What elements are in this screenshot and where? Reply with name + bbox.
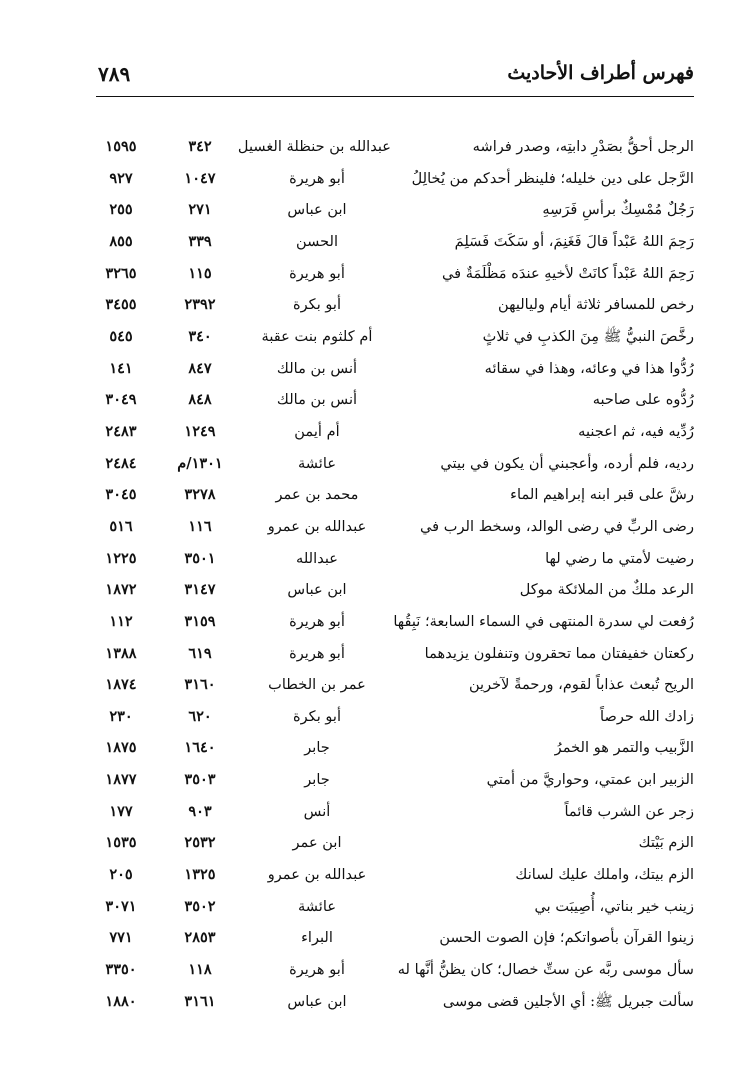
index-row xyxy=(0,448,756,480)
narrator-name: عبدالله بن عمرو xyxy=(267,517,367,535)
hadith-number: ٣٠٤٥ xyxy=(105,486,137,504)
narrator-name: أبو بكرة xyxy=(292,707,342,725)
index-row xyxy=(0,226,756,258)
reference-number: ١٣٠١/م xyxy=(177,454,223,472)
hadith-text: رَجُلٌ مُمْسِكٌ برأسِ فَرَسِهِ xyxy=(542,201,694,219)
reference-number: ٨٤٨ xyxy=(188,391,212,409)
hadith-text: الزم بيتك، واملك عليك لسانك xyxy=(515,866,694,884)
narrator-name: أم كلثوم بنت عقبة xyxy=(261,327,373,345)
index-row xyxy=(0,163,756,195)
hadith-number: ٣٠٧١ xyxy=(105,897,137,915)
header-divider xyxy=(96,96,694,97)
narrator-name: جابر xyxy=(304,771,330,789)
index-row xyxy=(0,511,756,543)
hadith-number: ٢٠٥ xyxy=(109,866,133,884)
index-row xyxy=(0,416,756,448)
index-row xyxy=(0,827,756,859)
hadith-number: ٢٣٠ xyxy=(109,707,133,725)
index-row xyxy=(0,796,756,828)
hadith-text: زادك الله حرصاً xyxy=(600,707,694,725)
hadith-text: رُدُّوا هذا في وعائه، وهذا في سقائه xyxy=(484,359,694,377)
narrator-name: أبو بكرة xyxy=(292,296,342,314)
hadith-text: رخَّصَ النبيُّ ﷺ مِنَ الكذبِ في ثلاثٍ xyxy=(482,327,694,345)
narrator-name: جابر xyxy=(304,739,330,757)
hadith-number: ١٨٨٠ xyxy=(105,992,137,1010)
index-row xyxy=(0,732,756,764)
hadith-number: ٣٣٥٠ xyxy=(105,961,137,979)
reference-number: ٣٤٢ xyxy=(188,138,212,155)
hadith-text: رُدُّوه على صاحبه xyxy=(592,391,694,409)
index-row xyxy=(0,954,756,986)
reference-number: ٣٢٧٨ xyxy=(184,486,216,504)
hadith-text: الريح تُبعث عذاباً لقوم، ورحمةً لآخرين xyxy=(468,676,694,694)
page-number: ٧٨٩ xyxy=(98,62,131,86)
index-row xyxy=(0,986,756,1018)
narrator-name: عائشة xyxy=(297,897,337,915)
hadith-number: ١٨٧٢ xyxy=(105,581,137,599)
index-row xyxy=(0,638,756,670)
hadith-text: سأل موسى ربَّه عن ستِّ خصال؛ كان يظنُّ أنَّها له xyxy=(397,961,694,979)
narrator-name: ابن عباس xyxy=(287,581,347,599)
narrator-name: الحسن xyxy=(295,232,339,250)
hadith-text: رضيت لأمتي ما رضي لها xyxy=(545,549,694,567)
hadith-text: سألت جبريل ﷺ: أي الأجلين قضى موسى xyxy=(442,992,694,1010)
reference-number: ٣٤٠ xyxy=(188,327,212,345)
hadith-text: الزبير ابن عمتي، وحواريَّ من أمتي xyxy=(486,771,694,789)
hadith-text: الزَّبيب والتمر هو الخمرُ xyxy=(554,739,694,757)
reference-number: ٢٣٩٢ xyxy=(184,296,216,314)
index-row xyxy=(0,606,756,638)
hadith-number: ١٨٧٥ xyxy=(105,739,137,757)
index-row xyxy=(0,922,756,954)
hadith-text: رشَّ على قبر ابنه إبراهيم الماء xyxy=(510,486,694,504)
hadith-number: ٣٢٦٥ xyxy=(105,264,137,282)
hadith-text: رُدِّيه فيه، ثم اعجنيه xyxy=(578,422,694,440)
hadith-number: ١٨٧٧ xyxy=(105,771,137,789)
hadith-text: زينوا القرآن بأصواتكم؛ فإن الصوت الحسن xyxy=(439,929,694,947)
hadith-text: رَحِمَ اللهُ عَبْداً قالَ فَغَنِمَ، أو سَكَتَ فَسَلِمَ xyxy=(454,232,694,250)
narrator-name: ابن عباس xyxy=(287,201,347,219)
hadith-number: ٥٤٥ xyxy=(109,327,133,345)
hadith-text: رخص للمسافر ثلاثة أيام ولياليهن xyxy=(498,296,694,314)
index-row xyxy=(0,891,756,923)
index-row xyxy=(0,194,756,226)
reference-number: ١٦٤٠ xyxy=(184,739,216,757)
narrator-name: أم أيمن xyxy=(294,422,340,440)
hadith-number: ٧٧١ xyxy=(109,929,133,947)
hadith-text: زجر عن الشرب قائماً xyxy=(564,802,694,820)
reference-number: ٢٨٥٣ xyxy=(184,929,216,947)
narrator-name: عبدالله xyxy=(296,549,338,567)
reference-number: ٣١٤٧ xyxy=(184,581,216,599)
hadith-number: ١٥٣٥ xyxy=(105,834,137,852)
reference-number: ٣١٥٩ xyxy=(184,612,216,630)
narrator-name: عمر بن الخطاب xyxy=(268,676,366,694)
narrator-name: أبو هريرة xyxy=(289,644,345,662)
reference-number: ٢٥٣٢ xyxy=(184,834,216,852)
narrator-name: عائشة xyxy=(297,454,337,472)
reference-number: ١١٥ xyxy=(188,264,212,282)
hadith-number: ١٤١ xyxy=(109,359,133,377)
hadith-number: ٢٤٨٣ xyxy=(105,422,137,440)
hadith-text: الرَّجل على دين خليله؛ فلينظر أحدكم من يُخالِلُ xyxy=(411,169,694,187)
reference-number: ٣٥٠٢ xyxy=(184,897,216,915)
reference-number: ٣٥٠١ xyxy=(184,549,216,567)
hadith-text: رضى الربِّ في رضى الوالد، وسخط الرب في xyxy=(419,517,694,535)
hadith-text: الرعد ملكٌ من الملائكة موكل xyxy=(519,581,694,599)
reference-number: ٢٧١ xyxy=(188,201,212,219)
index-row xyxy=(0,479,756,511)
hadith-text: رديه، فلم أرده، وأعجبني أن يكون في بيتي xyxy=(440,454,694,472)
hadith-text: زينب خير بناتي، أُصِيبَت بي xyxy=(534,897,694,915)
hadith-number: ١٧٧ xyxy=(109,802,133,820)
reference-number: ١١٦ xyxy=(188,517,212,535)
narrator-name: محمد بن عمر xyxy=(275,486,359,504)
reference-number: ٨٤٧ xyxy=(188,359,212,377)
reference-number: ٦١٩ xyxy=(188,644,212,662)
page-title: فهرس أطراف الأحاديث xyxy=(507,62,694,84)
index-row xyxy=(0,701,756,733)
narrator-name: أبو هريرة xyxy=(289,264,345,282)
index-row xyxy=(0,384,756,416)
hadith-number: ١٣٨٨ xyxy=(105,644,137,662)
hadith-number: ١١٢ xyxy=(109,612,133,630)
index-row xyxy=(0,289,756,321)
index-row xyxy=(0,764,756,796)
index-row xyxy=(0,131,756,163)
narrator-name: عبدالله بن عمرو xyxy=(267,866,367,884)
narrator-name: عبدالله بن حنظلة الغسيل xyxy=(237,138,391,155)
hadith-number: ١٨٧٤ xyxy=(105,676,137,694)
reference-number: ١١٨ xyxy=(188,961,212,979)
hadith-text: الرجل أحقُّ بصَدْرِ دابتِه، وصدر فراشه xyxy=(472,138,694,155)
narrator-name: أبو هريرة xyxy=(289,612,345,630)
narrator-name: أنس بن مالك xyxy=(276,391,358,409)
narrator-name: ابن عباس xyxy=(287,992,347,1010)
index-row xyxy=(0,353,756,385)
reference-number: ٩٠٣ xyxy=(188,802,212,820)
hadith-text: رُفعت لي سدرة المنتهى في السماء السابعة؛ نَبِقُها xyxy=(393,612,694,630)
hadith-number: ٩٢٧ xyxy=(109,169,133,187)
reference-number: ٣٥٠٣ xyxy=(184,771,216,789)
reference-number: ٣٣٩ xyxy=(188,232,212,250)
index-row xyxy=(0,574,756,606)
reference-number: ٣١٦١ xyxy=(184,992,216,1010)
hadith-number: ٨٥٥ xyxy=(109,232,133,250)
hadith-number: ١٥٩٥ xyxy=(105,138,137,155)
narrator-name: البراء xyxy=(301,929,333,947)
hadith-text: رَحِمَ اللهُ عَبْداً كانَتْ لأخيهِ عندَه مَظْلَمَةٌ في xyxy=(441,264,694,282)
reference-number: ١٠٤٧ xyxy=(184,169,216,187)
index-row xyxy=(0,669,756,701)
hadith-text: الزم بَيْتك xyxy=(638,834,694,852)
index-row xyxy=(0,321,756,353)
hadith-number: ١٢٢٥ xyxy=(105,549,137,567)
hadith-index-list xyxy=(0,131,756,1017)
index-row xyxy=(0,258,756,290)
narrator-name: أنس xyxy=(303,802,331,820)
reference-number: ١٣٢٥ xyxy=(184,866,216,884)
hadith-number: ٣٤٥٥ xyxy=(105,296,137,314)
hadith-number: ٣٠٤٩ xyxy=(105,391,137,409)
index-row xyxy=(0,543,756,575)
narrator-name: أنس بن مالك xyxy=(276,359,358,377)
hadith-number: ٥١٦ xyxy=(109,517,133,535)
hadith-number: ٢٤٨٤ xyxy=(105,454,137,472)
narrator-name: أبو هريرة xyxy=(289,961,345,979)
narrator-name: ابن عمر xyxy=(292,834,342,852)
hadith-number: ٢٥٥ xyxy=(109,201,133,219)
reference-number: ٣١٦٠ xyxy=(184,676,216,694)
hadith-text: ركعتان خفيفتان مما تحقرون وتنفلون يزيدهما xyxy=(424,644,694,662)
reference-number: ٦٢٠ xyxy=(188,707,212,725)
index-row xyxy=(0,859,756,891)
reference-number: ١٢٤٩ xyxy=(184,422,216,440)
narrator-name: أبو هريرة xyxy=(289,169,345,187)
